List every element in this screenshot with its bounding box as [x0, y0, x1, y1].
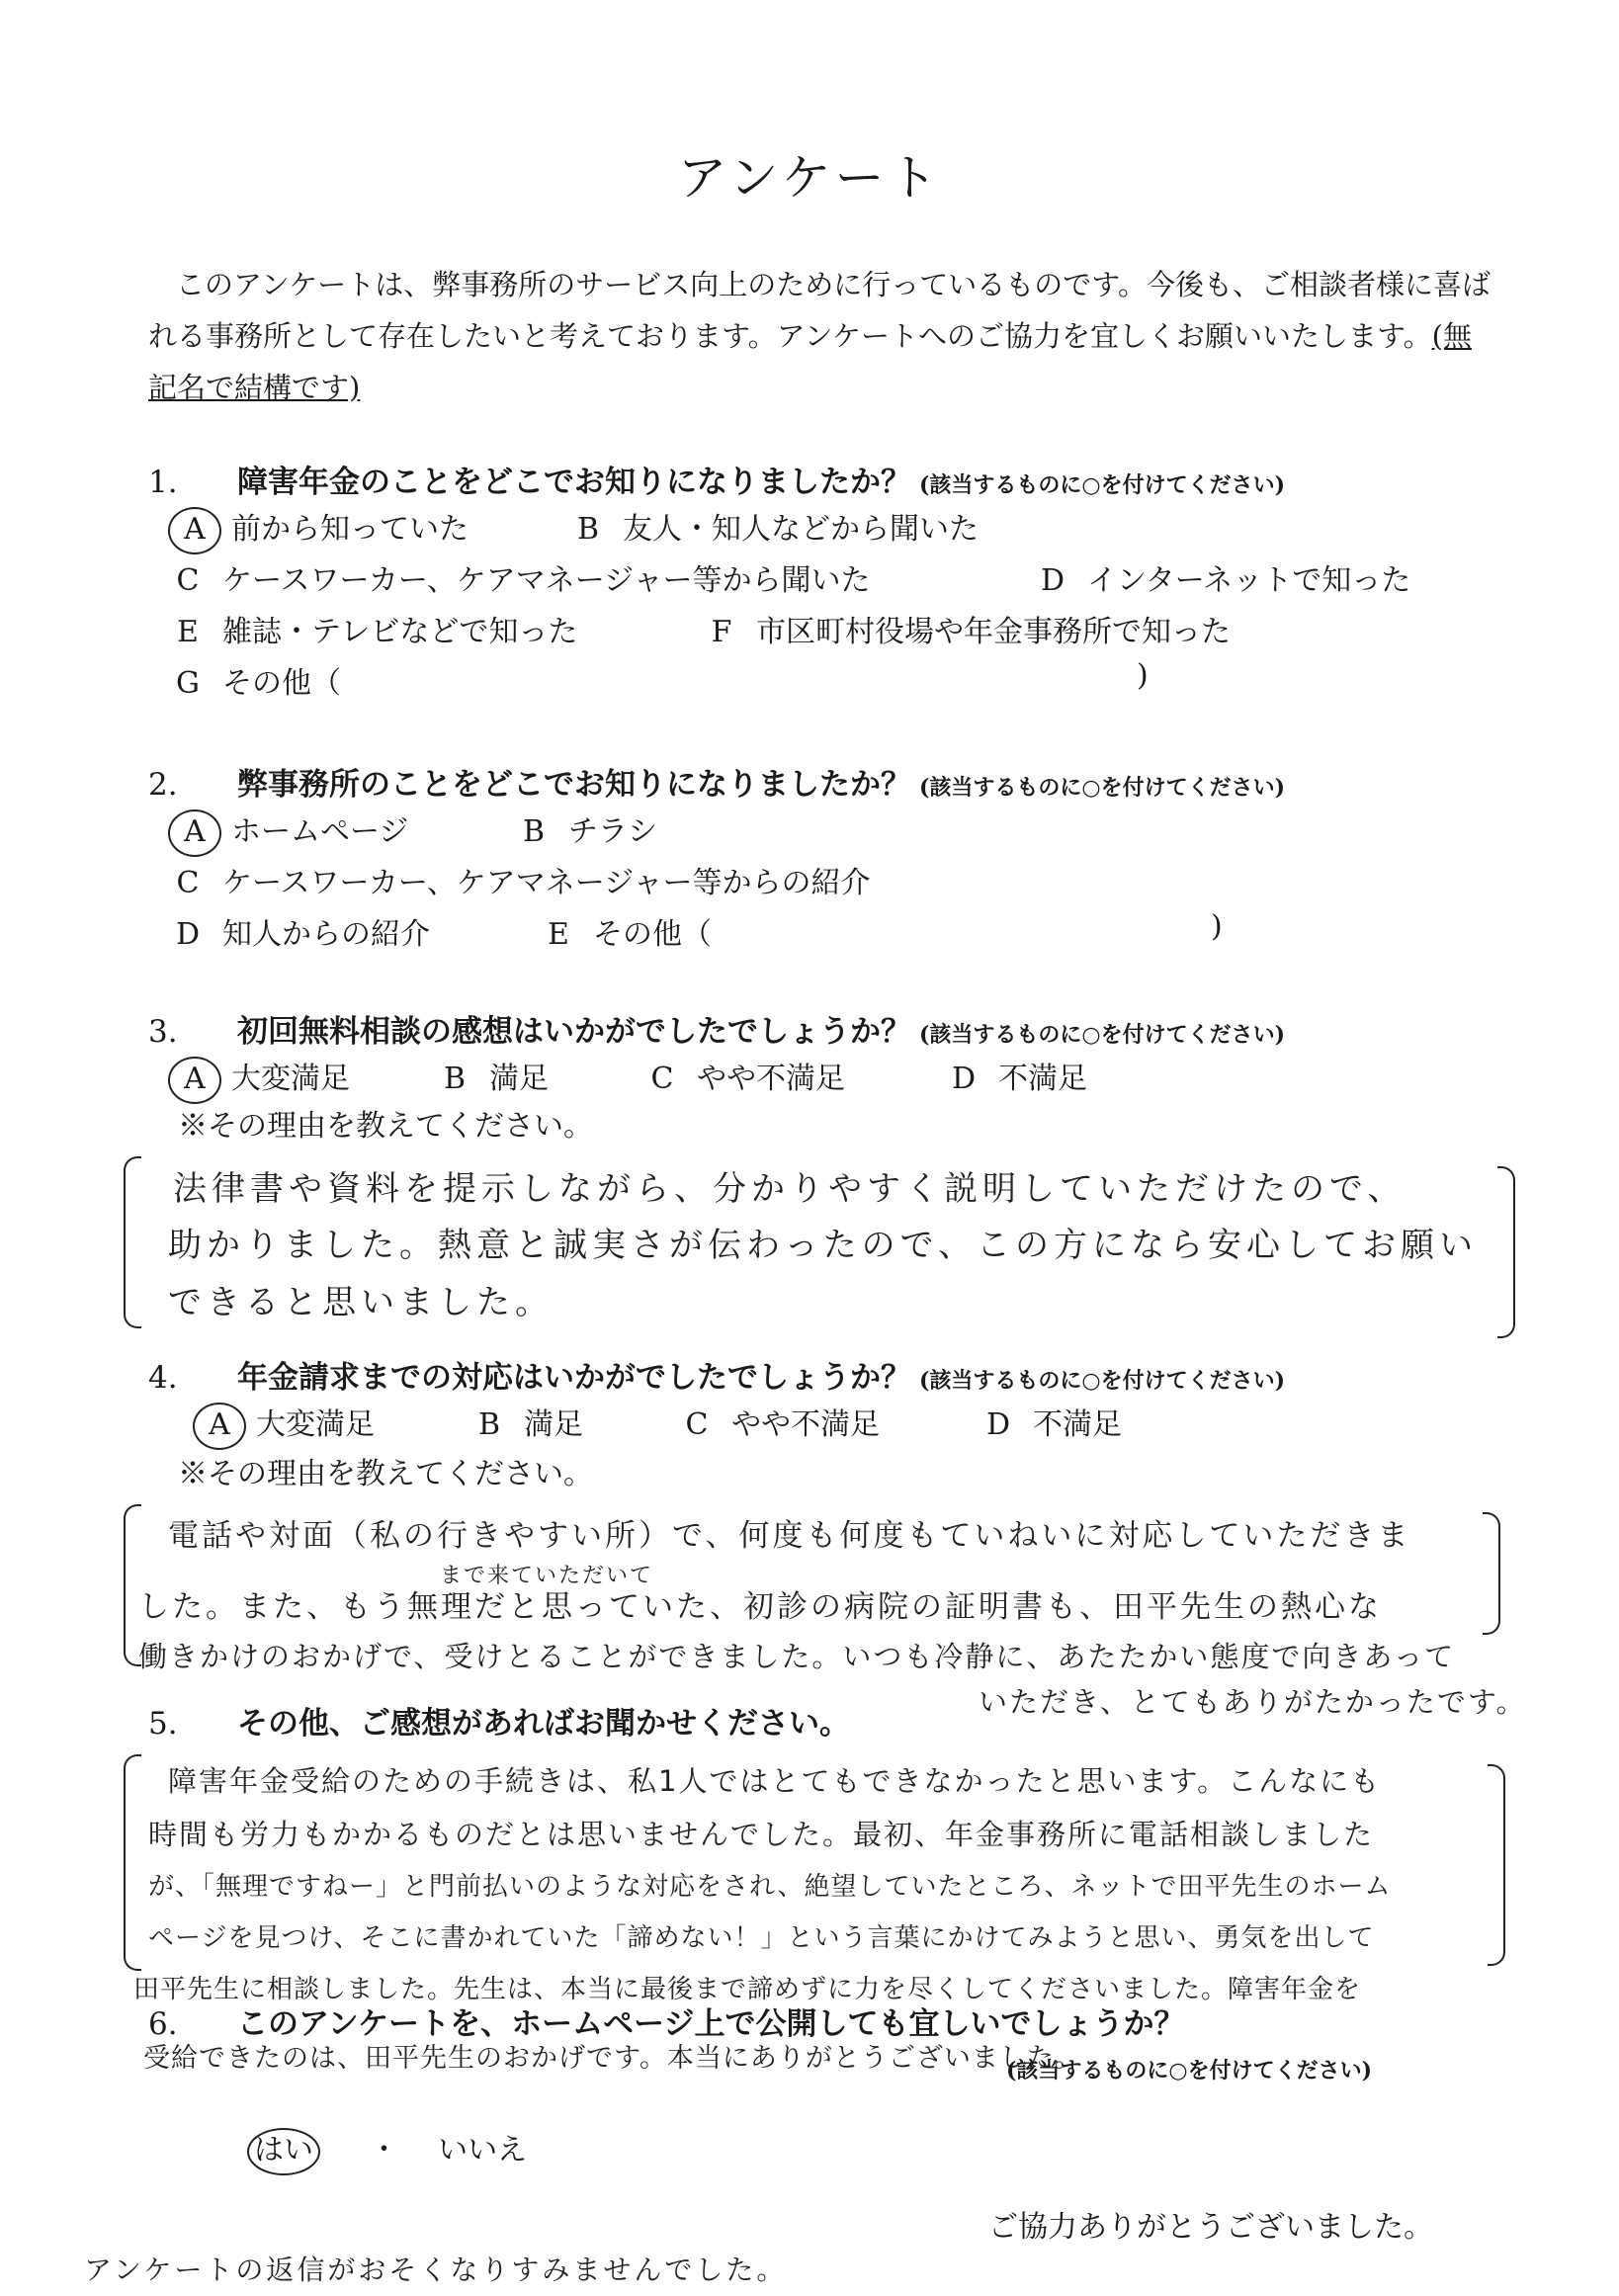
q4-note: (該当するものに○を付けてください) — [919, 1368, 1286, 1394]
q1-option-f-letter: F — [711, 615, 732, 649]
q5-answer-line-1: 障害年金受給のための手続きは、私1人ではとてもできなかったと思います。こんなにも — [168, 1764, 1382, 1798]
q5-text: その他、ご感想があればお聞かせください。 — [237, 1706, 850, 1742]
q4-answer-line-1: 電話や対面（私の行きやすい所）で、何度も何度もていねいに対応していただきま — [168, 1518, 1411, 1554]
q6-note-text: (該当するものに○を付けてください) — [1006, 2058, 1373, 2083]
q6-note — [998, 2050, 1372, 2085]
q3-option-c[interactable] — [628, 1054, 845, 1097]
q3-option-b[interactable] — [420, 1054, 549, 1097]
intro-paragraph — [148, 259, 1492, 413]
q3-answer-bracket-right — [1497, 1166, 1515, 1338]
q1-option-f[interactable] — [687, 607, 1231, 650]
q3-text: 初回無料相談の感想はいかがでしたでしょうか？ — [237, 1014, 911, 1050]
q3-option-d-label: 不満足 — [998, 1062, 1087, 1096]
q4-option-b[interactable] — [455, 1400, 583, 1443]
q4-answer-insertion: まで来ていただいて — [440, 1564, 654, 1588]
q3-option-a-label: 大変満足 — [231, 1062, 350, 1096]
q2-option-a-label: ホームページ — [231, 814, 409, 849]
q1-option-d-label: インターネットで知った — [1087, 563, 1411, 598]
q4-option-a-letter-circled[interactable]: A — [193, 1403, 246, 1450]
q2-option-c-letter: C — [176, 866, 200, 900]
q3-answer-line-2: 助かりました。熱意と誠実さが伝わったので、この方になら安心してお願い — [168, 1226, 1478, 1265]
q3-answer-bracket-left — [124, 1156, 141, 1328]
q1-option-g-label: その他（ — [222, 666, 341, 701]
q2-option-a — [158, 807, 408, 857]
q2-option-c-label: ケースワーカー、ケアマネージャー等からの紹介 — [222, 866, 871, 900]
q2-heading — [148, 759, 1285, 804]
q4-option-d-label: 不満足 — [1033, 1407, 1122, 1442]
q4-answer-line-2: した。また、もう無理だと思っていた、初診の病院の証明書も、田平先生の熱心な — [138, 1589, 1382, 1625]
q5-answer-line-6: 受給できたのは、田平先生のおかげです。本当にありがとうございました。 — [143, 2043, 1082, 2074]
q2-option-d-label: 知人からの紹介 — [222, 917, 430, 952]
q1-option-c[interactable] — [153, 555, 871, 599]
q5-answer-line-3: が、「無理ですねー」と門前払いのような対応をされ、絶望していたところ、ネットで田平先生のホーム — [148, 1872, 1392, 1902]
q3-option-a — [158, 1054, 350, 1104]
handwritten-footnote: アンケートの返信がおそくなりすみませんでした。 — [84, 2253, 788, 2286]
q4-answer-line-4: いただき、とてもありがたかったです。 — [979, 1685, 1527, 1719]
q4-text: 年金請求までの対応はいかがでしたでしょうか？ — [237, 1360, 911, 1396]
q6-no[interactable]: いいえ — [438, 2133, 528, 2168]
q1-option-g[interactable] — [153, 658, 341, 702]
q2-option-e-letter: E — [548, 917, 569, 952]
q2-note: (該当するものに○を付けてください) — [919, 775, 1286, 801]
q1-heading — [148, 457, 1285, 501]
q2-option-d[interactable] — [153, 909, 430, 953]
q1-option-row-1 — [158, 504, 469, 554]
q1-option-b-letter: B — [576, 512, 600, 547]
q2-option-b-label: チラシ — [568, 814, 657, 849]
q1-option-e-label: 雑誌・テレビなどで知った — [222, 615, 578, 649]
q5-answer-bracket-left — [124, 1754, 141, 1971]
q3-reason-prompt: ※その理由を教えてください。 — [178, 1109, 593, 1144]
q3-option-c-letter: C — [650, 1062, 674, 1096]
q1-option-a-letter-circled[interactable]: A — [168, 507, 221, 554]
q5-answer-line-5: 田平先生に相談しました。先生は、本当に最後まで諦めずに力を尽くしてくださいました。障害年金を — [133, 1975, 1362, 2004]
q3-heading — [148, 1006, 1285, 1051]
q4-reason-prompt: ※その理由を教えてください。 — [178, 1457, 593, 1491]
q2-option-d-letter: D — [175, 917, 201, 952]
q1-option-g-letter: G — [176, 666, 200, 701]
q1-option-c-letter: C — [176, 563, 200, 598]
q2-text: 弊事務所のことをどこでお知りになりましたか？ — [237, 767, 911, 803]
q4-option-b-label: 満足 — [524, 1407, 583, 1442]
q1-option-d[interactable] — [1018, 555, 1410, 599]
q2-close-paren: ) — [1211, 909, 1223, 944]
q6-heading — [148, 1998, 1185, 2043]
q6-yes-circled[interactable]: はい — [247, 2128, 320, 2175]
q4-number: 4. — [148, 1360, 178, 1396]
intro-text: このアンケートは、弊事務所のサービス向上のために行っているものです。今後も、ご相談者様に喜ばれる事務所として存在したいと考えております。アンケートへのご協力を宜しくお願いいたします。 — [148, 268, 1491, 353]
q2-option-a-letter-circled[interactable]: A — [168, 809, 221, 857]
intro-anonymous-note: (無記名で結構です) — [148, 319, 1472, 404]
q3-option-b-letter: B — [443, 1062, 467, 1096]
q6-separator: ・ — [369, 2133, 399, 2168]
page-title: アンケート — [677, 149, 942, 207]
q6-text: このアンケートを、ホームページ上で公開しても宜しいでしょうか？ — [237, 2006, 1185, 2042]
q4-option-a-label: 大変満足 — [256, 1407, 375, 1442]
q4-option-d-letter: D — [985, 1407, 1011, 1442]
q3-answer-line-1: 法律書や資料を提示しながら、分かりやすく説明していただけたので、 — [173, 1169, 1406, 1209]
q6-number: 6. — [148, 2006, 178, 2042]
q4-option-c[interactable] — [662, 1400, 880, 1443]
q5-number: 5. — [148, 1706, 178, 1742]
q4-heading — [148, 1352, 1285, 1397]
q3-option-a-letter-circled[interactable]: A — [168, 1057, 221, 1104]
q3-number: 3. — [148, 1014, 178, 1050]
q4-option-a — [183, 1400, 375, 1450]
q4-option-b-letter: B — [477, 1407, 501, 1442]
q3-option-d[interactable] — [929, 1054, 1087, 1097]
q1-number: 1. — [148, 465, 178, 500]
q2-option-b-letter: B — [522, 814, 546, 849]
q2-number: 2. — [148, 767, 178, 803]
q3-option-c-label: やや不満足 — [697, 1062, 845, 1096]
q1-option-f-label: 市区町村役場や年金事務所で知った — [756, 615, 1231, 649]
thanks-message: ご協力ありがとうございました。 — [988, 2210, 1433, 2245]
q3-answer-line-3: できると思いました。 — [168, 1283, 554, 1322]
q1-text: 障害年金のことをどこでお知りになりましたか？ — [237, 465, 911, 500]
q5-answer-line-2: 時間も労力もかかるものだとは思いませんでした。最初、年金事務所に電話相談しました — [148, 1818, 1375, 1851]
q5-answer-line-4: ページを見つけ、そこに書かれていた「諦めない！」という言葉にかけてみようと思い、勇気を出して — [148, 1923, 1375, 1953]
q1-option-b[interactable] — [554, 504, 979, 548]
q5-heading — [148, 1698, 850, 1743]
q1-option-c-label: ケースワーカー、ケアマネージャー等から聞いた — [222, 563, 871, 598]
q1-close-paren: ) — [1137, 658, 1149, 693]
q1-option-d-letter: D — [1040, 563, 1065, 598]
q1-option-a-label: 前から知っていた — [231, 512, 469, 547]
q3-option-d-letter: D — [951, 1062, 977, 1096]
q4-option-d[interactable] — [964, 1400, 1122, 1443]
q4-option-c-letter: C — [685, 1407, 709, 1442]
q1-option-b-label: 友人・知人などから聞いた — [623, 512, 979, 547]
q3-option-b-label: 満足 — [489, 1062, 549, 1096]
q5-answer-bracket-right — [1488, 1764, 1505, 1966]
q4-answer-bracket-right — [1483, 1512, 1500, 1635]
q2-option-e-label: その他（ — [593, 917, 712, 952]
q4-option-c-label: やや不満足 — [731, 1407, 880, 1442]
q3-note: (該当するものに○を付けてください) — [919, 1022, 1286, 1048]
q2-option-b[interactable] — [499, 807, 657, 850]
q1-option-e[interactable] — [153, 607, 577, 650]
q4-answer-line-3: 働きかけのおかげで、受けとることができました。いつも冷静に、あたたかい態度で向きあって — [138, 1640, 1456, 1673]
q2-option-e[interactable] — [524, 909, 712, 953]
q1-note: (該当するものに○を付けてください) — [919, 472, 1286, 498]
q1-option-e-letter: E — [177, 615, 199, 649]
q2-option-c[interactable] — [153, 858, 871, 901]
q6-options — [237, 2125, 527, 2175]
